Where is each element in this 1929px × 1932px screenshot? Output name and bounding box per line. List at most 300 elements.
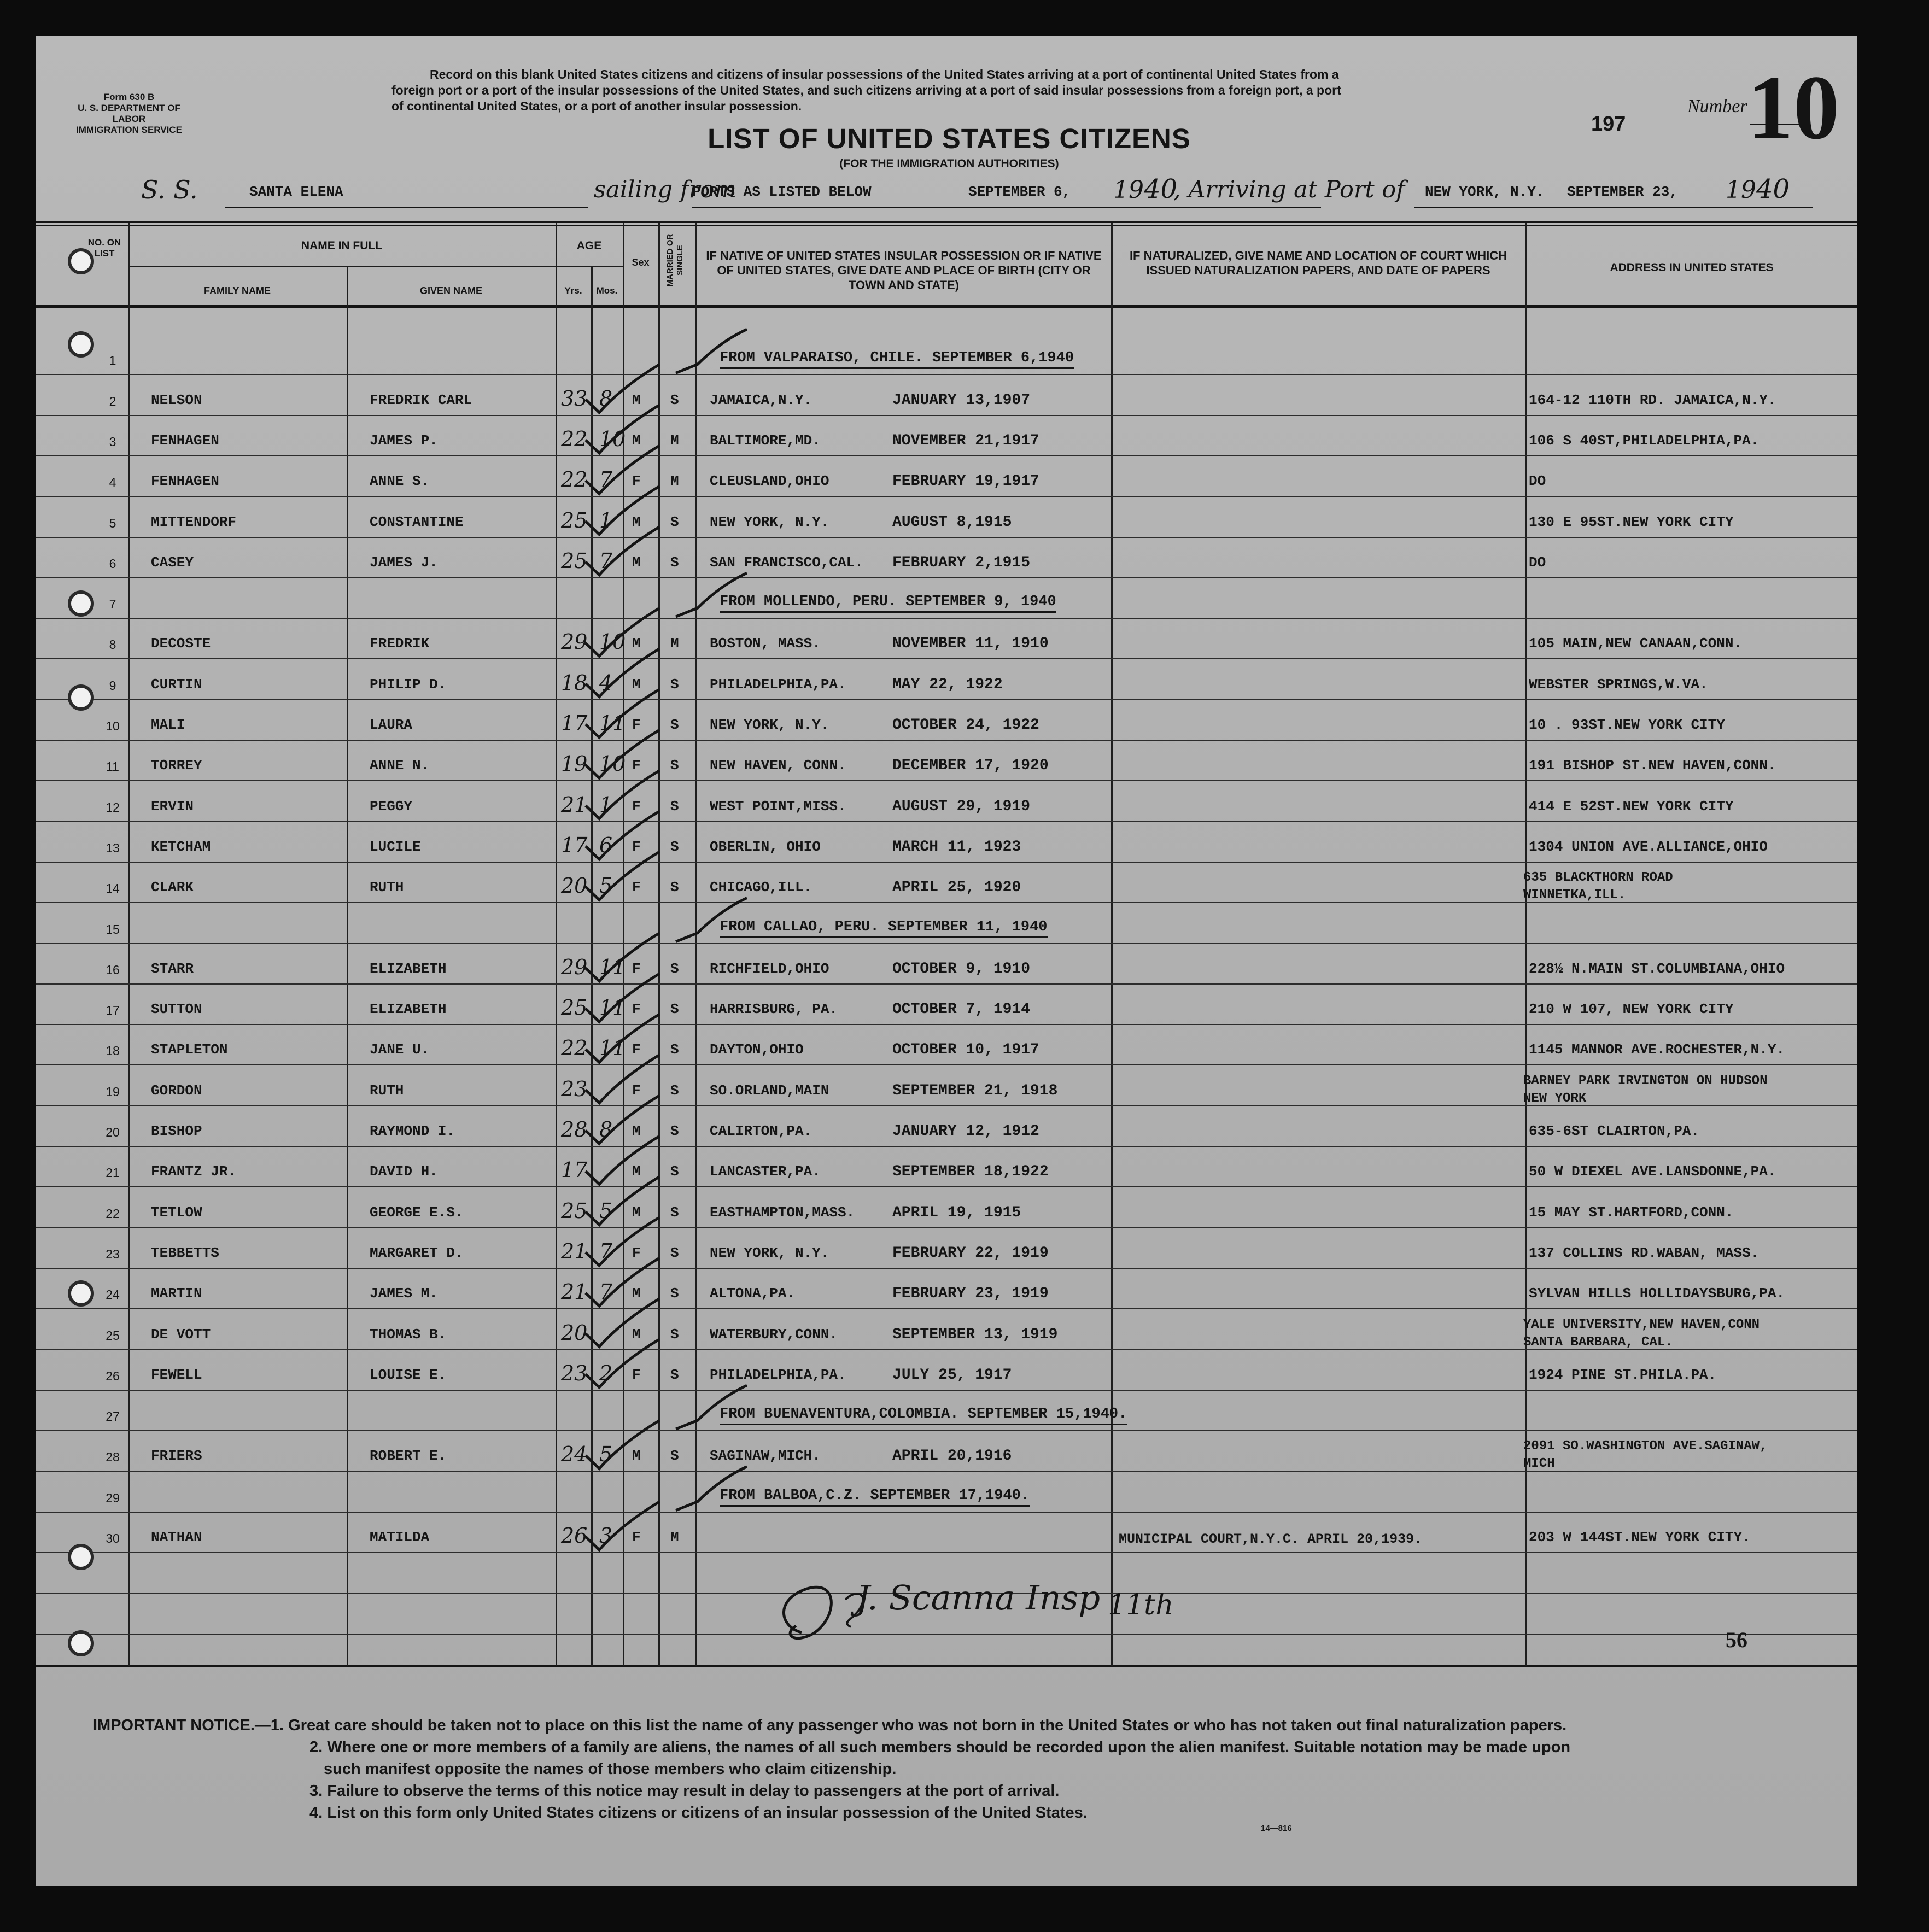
family-name: ERVIN [151, 798, 194, 815]
age-years: 17 [561, 711, 588, 735]
family-name: MALI [151, 717, 185, 733]
marital-status: S [670, 391, 679, 408]
family-name: FRIERS [151, 1448, 202, 1465]
birth-date: OCTOBER 7, 1914 [892, 1001, 1031, 1018]
row-check-mark [586, 1055, 659, 1103]
family-name: MARTIN [151, 1285, 202, 1302]
row-number: 14 [106, 881, 120, 896]
address: 1924 PINE ST.PHILA.PA. [1529, 1366, 1717, 1383]
manifest-sheet [36, 36, 1857, 1886]
sex: F [632, 1001, 641, 1018]
given-name: MARGARET D. [370, 1244, 464, 1261]
age-years: 21 [561, 792, 588, 817]
sex: M [632, 676, 641, 693]
given-name: RUTH [370, 879, 404, 896]
address: BARNEY PARK IRVINGTON ON HUDSON [1523, 1073, 1768, 1088]
marital-status: S [670, 1448, 679, 1465]
row-check-mark [586, 1339, 659, 1387]
birth-place: WATERBURY,CONN. [710, 1326, 838, 1343]
row-check-mark [586, 649, 659, 697]
sex: F [632, 879, 641, 896]
given-name: LAURA [370, 717, 413, 733]
punch-hole [68, 1630, 94, 1656]
address: 414 E 52ST.NEW YORK CITY [1529, 798, 1734, 815]
birth-place: LANCASTER,PA. [710, 1163, 821, 1180]
birth-date: MAY 22, 1922 [892, 676, 1003, 693]
department: U. S. DEPARTMENT OF LABOR [78, 103, 180, 124]
birth-date: JULY 25, 1917 [892, 1366, 1012, 1384]
section-heading: FROM CALLAO, PERU. SEPTEMBER 11, 1940 [720, 919, 1048, 938]
birth-date: NOVEMBER 11, 1910 [892, 635, 1049, 653]
page-subtitle: (FOR THE IMMIGRATION AUTHORITIES) [839, 157, 1059, 170]
sex: F [632, 960, 641, 977]
marital-status: S [670, 513, 679, 530]
birth-date: OCTOBER 10, 1917 [892, 1041, 1039, 1059]
row-number: 21 [106, 1166, 120, 1180]
marital-status: S [670, 798, 679, 815]
marital-status: S [670, 1041, 679, 1058]
sex: F [632, 1529, 641, 1545]
birth-place: HARRISBURG, PA. [710, 1001, 838, 1018]
row-number: 2 [109, 394, 116, 408]
marital-status: M [670, 1529, 679, 1545]
col-sex-header: Sex [632, 257, 650, 268]
row-number: 17 [106, 1003, 120, 1018]
age-years: 19 [561, 752, 588, 776]
section-check-mark [676, 898, 747, 942]
age-months: 6 [599, 833, 613, 857]
age-months: 11 [599, 955, 626, 979]
given-name: LOUISE E. [370, 1366, 447, 1383]
address: 130 E 95ST.NEW YORK CITY [1529, 513, 1734, 530]
row-number: 20 [106, 1125, 120, 1139]
row-check-mark [586, 527, 659, 575]
section-check-mark [676, 1385, 747, 1429]
given-name: ANNE N. [370, 757, 430, 774]
row-number: 18 [106, 1044, 120, 1058]
age-years: 21 [561, 1280, 588, 1304]
age-months: 11 [599, 1036, 626, 1061]
address-line-2: WINNETKA,ILL. [1523, 888, 1626, 903]
family-name: NATHAN [151, 1529, 202, 1545]
row-number: 4 [109, 475, 116, 490]
row-number: 8 [109, 637, 116, 652]
sailing-year: 1940 [1113, 174, 1178, 204]
row-number: 3 [109, 434, 116, 449]
sex: M [632, 1204, 641, 1221]
age-months: 7 [599, 467, 613, 492]
address: 1304 UNION AVE.ALLIANCE,OHIO [1529, 838, 1768, 855]
given-name: PHILIP D. [370, 676, 447, 693]
age-years: 33 [561, 386, 588, 411]
punch-hole [68, 1544, 94, 1570]
row-number: 25 [106, 1328, 120, 1343]
age-years: 24 [561, 1442, 588, 1467]
arriving-label: , Arriving at Port of [1173, 176, 1405, 203]
row-check-mark [586, 365, 659, 413]
birth-place: OBERLIN, OHIO [710, 838, 821, 855]
age-years: 18 [561, 670, 588, 695]
address: 105 MAIN,NEW CANAAN,CONN. [1529, 635, 1743, 652]
family-name: CURTIN [151, 676, 202, 693]
given-name: ELIZABETH [370, 960, 447, 977]
ship-name: SANTA ELENA [249, 184, 343, 200]
birth-place: CLEUSLAND,OHIO [710, 473, 829, 490]
age-months: 5 [599, 1198, 613, 1223]
sex: M [632, 635, 641, 652]
age-months: 1 [599, 508, 613, 532]
family-name: TEBBETTS [151, 1244, 219, 1261]
sex: F [632, 757, 641, 774]
sex: M [632, 513, 641, 530]
age-months: 5 [599, 1442, 613, 1467]
given-name: RUTH [370, 1082, 404, 1099]
age-years: 25 [561, 548, 588, 573]
age-years: 25 [561, 1198, 588, 1223]
family-name: NELSON [151, 391, 202, 408]
list-number: 10 [1747, 57, 1839, 159]
given-name: DAVID H. [370, 1163, 438, 1180]
arrival-date: SEPTEMBER 23, [1567, 184, 1678, 200]
number-label: Number [1687, 96, 1747, 116]
address: 2091 SO.WASHINGTON AVE.SAGINAW, [1523, 1439, 1768, 1454]
col-mos-header: Mos. [596, 285, 618, 296]
address: WEBSTER SPRINGS,W.VA. [1529, 676, 1708, 693]
row-check-mark [586, 446, 659, 494]
row-number: 6 [109, 556, 116, 571]
address: 164-12 110TH RD. JAMAICA,N.Y. [1529, 391, 1776, 408]
marital-status: S [670, 1326, 679, 1343]
birth-date: SEPTEMBER 13, 1919 [892, 1326, 1058, 1343]
marital-status: S [670, 1001, 679, 1018]
notice-item: 4. List on this form only United States citizens or citizens of an insular possession of the United States. [309, 1804, 1088, 1822]
birth-date: JANUARY 12, 1912 [892, 1123, 1039, 1140]
address-line-2: NEW YORK [1523, 1091, 1587, 1106]
birth-place: SAGINAW,MICH. [710, 1448, 821, 1465]
sex: F [632, 838, 641, 855]
footer-code: 14—816 [1261, 1824, 1292, 1833]
birth-place: NEW HAVEN, CONN. [710, 757, 846, 774]
age-months: 10 [599, 752, 626, 776]
address: DO [1529, 554, 1546, 571]
address: 203 W 144ST.NEW YORK CITY. [1529, 1529, 1751, 1545]
given-name: THOMAS B. [370, 1326, 447, 1343]
row-check-mark [586, 1136, 659, 1184]
age-years: 28 [561, 1117, 588, 1141]
section-heading: FROM BALBOA,C.Z. SEPTEMBER 17,1940. [720, 1488, 1030, 1507]
address: SYLVAN HILLS HOLLIDAYSBURG,PA. [1529, 1285, 1785, 1302]
age-months: 10 [599, 426, 626, 451]
marital-status: S [670, 554, 679, 571]
birth-place: NEW YORK, N.Y. [710, 717, 829, 733]
notice-item: 2. Where one or more members of a family are aliens, the names of all such members should be recorded upon the alien manifest. Suitable notation may be made upon [309, 1738, 1571, 1756]
family-name: FENHAGEN [151, 473, 219, 490]
family-name: GORDON [151, 1082, 202, 1099]
service: IMMIGRATION SERVICE [76, 125, 182, 135]
col-naturalized-header: IF NATURALIZED, GIVE NAME AND LOCATION OF COURT WHICH ISSUED NATURALIZATION PAPERS, AND DATE OF PAPERS [1129, 249, 1507, 277]
punch-hole [68, 331, 94, 358]
notice-item: such manifest opposite the names of those members who claim citizenship. [324, 1760, 897, 1778]
marital-status: S [670, 1285, 679, 1302]
age-years: 22 [561, 467, 588, 492]
age-months: 8 [599, 386, 613, 411]
family-name: TORREY [151, 757, 202, 774]
form-number: Form 630 B [103, 92, 155, 102]
marital-status: S [670, 717, 679, 733]
row-number: 9 [109, 678, 116, 693]
marital-status: S [670, 1366, 679, 1383]
row-check-mark [586, 1258, 659, 1306]
marital-status: S [670, 1082, 679, 1099]
row-check-mark [586, 405, 659, 453]
marital-status: S [670, 757, 679, 774]
address-line-2: SANTA BARBARA, CAL. [1523, 1334, 1673, 1350]
address: 137 COLLINS RD.WABAN, MASS. [1529, 1244, 1760, 1261]
family-name: FENHAGEN [151, 432, 219, 449]
family-name: BISHOP [151, 1123, 202, 1139]
row-check-mark [586, 933, 659, 981]
family-name: SUTTON [151, 1001, 202, 1018]
marital-status: S [670, 1123, 679, 1139]
address: 15 MAY ST.HARTFORD,CONN. [1529, 1204, 1734, 1221]
age-months: 5 [599, 874, 613, 898]
given-name: FREDRIK [370, 635, 430, 652]
marital-status: S [670, 879, 679, 896]
sex: M [632, 1326, 641, 1343]
col-no-header: NO. ON LIST [87, 237, 121, 259]
punch-hole [68, 248, 94, 274]
section-check-mark [676, 1467, 747, 1511]
age-months: 8 [599, 1117, 613, 1141]
given-name: RAYMOND I. [370, 1123, 455, 1139]
birth-place: SO.ORLAND,MAIN [710, 1082, 829, 1099]
row-number: 1 [109, 353, 116, 368]
address: 10 . 93ST.NEW YORK CITY [1529, 717, 1725, 733]
arrival-port: NEW YORK, N.Y. [1425, 184, 1545, 200]
birth-place: JAMAICA,N.Y. [710, 391, 812, 408]
age-months: 1 [599, 792, 613, 817]
row-number: 5 [109, 516, 116, 530]
family-name: TETLOW [151, 1204, 202, 1221]
birth-place: WEST POINT,MISS. [710, 798, 846, 815]
row-check-mark [586, 974, 659, 1022]
instruction-line: Record on this blank United States citizens and citizens of insular possessions of the United States arriving at a port of continental United States from a [430, 67, 1339, 81]
row-number: 30 [106, 1531, 120, 1545]
given-name: JANE U. [370, 1041, 430, 1058]
birth-date: APRIL 19, 1915 [892, 1204, 1021, 1221]
given-name: MATILDA [370, 1529, 430, 1545]
age-months: 10 [599, 630, 626, 654]
marital-status: S [670, 1163, 679, 1180]
address: 228½ N.MAIN ST.COLUMBIANA,OHIO [1529, 960, 1785, 977]
col-name-header: NAME IN FULL [301, 239, 383, 252]
birth-place: BALTIMORE,MD. [710, 432, 821, 449]
birth-date: NOVEMBER 21,1917 [892, 432, 1039, 449]
birth-date: AUGUST 8,1915 [892, 513, 1012, 531]
birth-date: DECEMBER 17, 1920 [892, 757, 1049, 775]
sex: M [632, 391, 641, 408]
punch-hole [68, 684, 94, 711]
row-number: 10 [106, 719, 120, 733]
address: 635-6ST CLAIRTON,PA. [1529, 1123, 1700, 1139]
age-years: 21 [561, 1239, 588, 1263]
age-months: 4 [599, 670, 613, 695]
row-check-mark [586, 487, 659, 535]
address: 191 BISHOP ST.NEW HAVEN,CONN. [1529, 757, 1776, 774]
birth-place: ALTONA,PA. [710, 1285, 796, 1302]
given-name: LUCILE [370, 838, 421, 855]
family-name: DECOSTE [151, 635, 211, 652]
row-number: 19 [106, 1084, 120, 1099]
birth-date: JANUARY 13,1907 [892, 391, 1031, 409]
sailing-label: sailing from [594, 176, 736, 203]
address-line-2: MICH [1523, 1456, 1555, 1472]
birth-date: FEBRUARY 19,1917 [892, 473, 1039, 490]
sex: F [632, 1366, 641, 1383]
birth-date: SEPTEMBER 21, 1918 [892, 1082, 1058, 1099]
notice-line-1 [93, 1717, 1566, 1735]
row-check-mark [586, 1502, 659, 1550]
birth-date: APRIL 20,1916 [892, 1448, 1012, 1465]
section-heading: FROM MOLLENDO, PERU. SEPTEMBER 9, 1940 [720, 594, 1056, 613]
birth-date: MARCH 11, 1923 [892, 838, 1021, 856]
marital-status: M [670, 432, 679, 449]
birth-place: CALIRTON,PA. [710, 1123, 812, 1139]
row-number: 23 [106, 1246, 120, 1261]
age-years: 23 [561, 1361, 588, 1385]
age-years: 29 [561, 630, 588, 654]
given-name: PEGGY [370, 798, 413, 815]
age-years: 17 [561, 833, 588, 857]
sex: F [632, 1041, 641, 1058]
row-check-mark [586, 1420, 659, 1468]
col-yrs-header: Yrs. [564, 285, 582, 296]
given-name: ROBERT E. [370, 1448, 447, 1465]
row-number: 11 [106, 759, 119, 774]
birth-date: OCTOBER 9, 1910 [892, 960, 1031, 977]
age-years: 17 [561, 1158, 588, 1182]
age-months: 11 [599, 996, 626, 1020]
marital-status: S [670, 676, 679, 693]
marital-status: S [670, 960, 679, 977]
age-years: 26 [561, 1524, 588, 1548]
row-number: 29 [106, 1490, 120, 1505]
age-years: 22 [561, 1036, 588, 1061]
birth-date: SEPTEMBER 18,1922 [892, 1163, 1049, 1181]
instruction-line: foreign port or a port of the insular possessions of the United States, and such citizens arriving at a port of said insular possessions from a foreign port, a port [391, 83, 1341, 97]
row-check-mark [586, 1096, 659, 1144]
col-address-header: ADDRESS IN UNITED STATES [1610, 261, 1774, 274]
birth-place: NEW YORK, N.Y. [710, 513, 829, 530]
age-months: 7 [599, 1280, 613, 1304]
family-name: MITTENDORF [151, 513, 237, 530]
birth-place: PHILADELPHIA,PA. [710, 1366, 846, 1383]
sex: F [632, 798, 641, 815]
birth-date: APRIL 25, 1920 [892, 879, 1021, 897]
age-years: 22 [561, 426, 588, 451]
family-name: STAPLETON [151, 1041, 228, 1058]
row-check-mark [586, 1299, 659, 1347]
birth-place: RICHFIELD,OHIO [710, 960, 829, 977]
address: 50 W DIEXEL AVE.LANSDONNE,PA. [1529, 1163, 1776, 1180]
col-given-header: GIVEN NAME [419, 285, 482, 296]
section-heading: FROM BUENAVENTURA,COLOMBIA. SEPTEMBER 15,1940. [720, 1406, 1127, 1425]
address: 210 W 107, NEW YORK CITY [1529, 1001, 1734, 1018]
ss-label: S. S. [141, 175, 198, 204]
stamp-197: 197 [1591, 113, 1626, 136]
birth-place: DAYTON,OHIO [710, 1041, 804, 1058]
signature-suffix: 11th [1108, 1589, 1174, 1621]
birth-date: FEBRUARY 2,1915 [892, 554, 1031, 571]
section-check-mark [676, 329, 747, 373]
row-check-mark [586, 1217, 659, 1266]
sex: M [632, 1448, 641, 1465]
col-birth-header: IF NATIVE OF UNITED STATES INSULAR POSSESSION OR IF NATIVE OF UNITED STATES, GIVE DATE AND PLACE OF BIRTH (CITY OR TOWN AND STATE) [706, 249, 1102, 292]
notice-item: 3. Failure to observe the terms of this notice may result in delay to passengers at the port of arrival. [309, 1782, 1060, 1800]
page-stamp: 56 [1726, 1627, 1747, 1652]
age-years: 23 [561, 1076, 588, 1101]
age-years: 20 [561, 874, 588, 898]
row-check-mark [586, 1014, 659, 1062]
row-number: 28 [106, 1450, 120, 1465]
row-number: 27 [106, 1409, 120, 1424]
row-check-mark [586, 608, 659, 656]
given-name: CONSTANTINE [370, 513, 464, 530]
address: 106 S 40ST,PHILADELPHIA,PA. [1529, 432, 1760, 449]
col-family-header: FAMILY NAME [203, 285, 271, 296]
marital-status: S [670, 838, 679, 855]
age-years: 29 [561, 955, 588, 979]
marital-status: S [670, 1204, 679, 1221]
row-number: 16 [106, 962, 120, 977]
row-check-mark [586, 730, 659, 778]
row-number: 12 [106, 800, 120, 815]
birth-date: AUGUST 29, 1919 [892, 798, 1031, 815]
sex: F [632, 1244, 641, 1261]
given-name: JAMES J. [370, 554, 438, 571]
family-name: CASEY [151, 554, 194, 571]
address: DO [1529, 473, 1546, 490]
given-name: ELIZABETH [370, 1001, 447, 1018]
birth-date: OCTOBER 24, 1922 [892, 717, 1039, 734]
sailing-date: SEPTEMBER 6, [968, 184, 1071, 200]
address: YALE UNIVERSITY,NEW HAVEN,CONN [1523, 1317, 1760, 1332]
family-name: FEWELL [151, 1366, 202, 1383]
given-name: ANNE S. [370, 473, 430, 490]
birth-place: SAN FRANCISCO,CAL. [710, 554, 863, 571]
birth-place: PHILADELPHIA,PA. [710, 676, 846, 693]
birth-place: BOSTON, MASS. [710, 635, 821, 652]
arrival-year: 1940 [1726, 174, 1790, 204]
row-check-mark [586, 771, 659, 819]
given-name: GEORGE E.S. [370, 1204, 464, 1221]
sex: F [632, 717, 641, 733]
given-name: JAMES M. [370, 1285, 438, 1302]
age-months: 2 [599, 1361, 613, 1385]
notice-item: —1. Great care should be taken not to place on this list the name of any passenger who was not born in the United States or who has not taken out final naturalization papers. [254, 1717, 1567, 1734]
marital-status: S [670, 1244, 679, 1261]
row-number: 24 [106, 1287, 120, 1302]
sex: F [632, 1082, 641, 1099]
address: 1145 MANNOR AVE.ROCHESTER,N.Y. [1529, 1041, 1785, 1058]
col-age-header: AGE [576, 239, 602, 252]
inspector-signature: J. Scanna Insp [856, 1578, 1101, 1618]
row-check-mark [586, 689, 659, 737]
age-months: 7 [599, 1239, 613, 1263]
sex: F [632, 473, 641, 490]
punch-hole [68, 1280, 94, 1307]
birth-place: NEW YORK, N.Y. [710, 1244, 829, 1261]
